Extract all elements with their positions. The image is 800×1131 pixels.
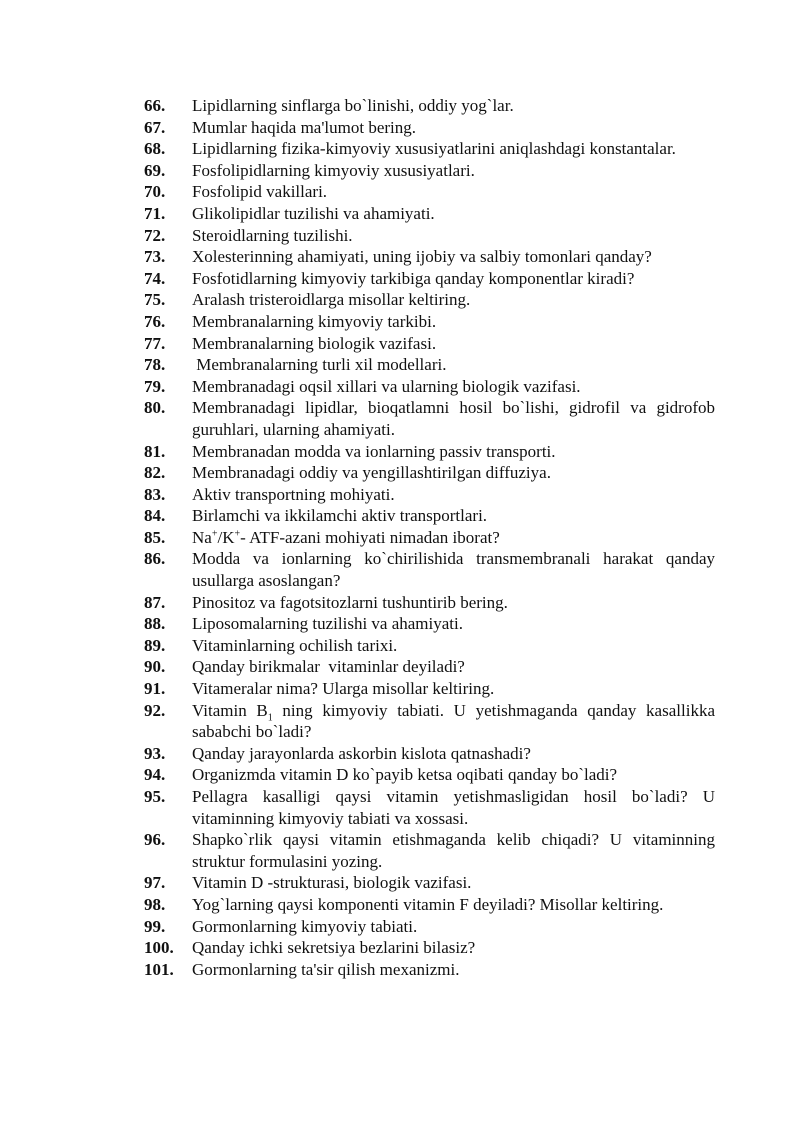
item-number: 99. <box>144 916 166 936</box>
item-number: 95. <box>144 787 166 806</box>
item-number: 68. <box>144 139 166 159</box>
list-item <box>144 613 715 635</box>
list-item <box>144 311 715 333</box>
item-text: Birlamchi va ikkilamchi aktiv transportlari. <box>192 506 488 526</box>
item-text <box>192 527 715 549</box>
item-text: Pellagra kasalligi qaysi vitamin yetishmasligidan hosil bo`ladi? U vitaminning kimyoviy tabiati va xossasi. <box>192 787 715 828</box>
item-number: 89. <box>144 635 166 655</box>
list-item <box>144 462 715 484</box>
item-number: 92. <box>144 700 166 720</box>
item-number: 85. <box>144 527 166 547</box>
superscript: + <box>211 528 218 540</box>
list-item <box>144 441 715 463</box>
text-part: /K <box>217 527 235 547</box>
item-text: Membranalarning kimyoviy tarkibi. <box>192 311 437 331</box>
list-item <box>144 225 715 247</box>
item-number: 98. <box>144 894 166 914</box>
list-item <box>144 333 715 355</box>
item-number: 72. <box>144 225 166 245</box>
list-item <box>144 354 715 376</box>
item-text: Liposomalarning tuzilishi va ahamiyati. <box>192 614 463 634</box>
list-item <box>144 959 715 981</box>
item-number: 101. <box>144 959 174 979</box>
list-item <box>144 894 715 916</box>
item-text: Lipidlarning sinflarga bo`linishi, oddiy yog`lar. <box>192 96 514 115</box>
subscript: 1 <box>267 712 273 724</box>
item-text: Aralash tristeroidlarga misollar keltiring. <box>192 290 471 310</box>
item-text: Membranadagi oqsil xillari va ularning biologik vazifasi. <box>192 376 581 396</box>
list-item <box>144 937 715 959</box>
item-number: 94. <box>144 765 166 785</box>
item-text: Membranalarning turli xil modellari. <box>192 355 447 375</box>
question-list <box>144 95 715 980</box>
item-number: 96. <box>144 830 166 850</box>
item-text: Qanday birikmalar vitaminlar deyiladi? <box>192 657 465 677</box>
item-number: 66. <box>144 96 166 115</box>
list-item <box>144 743 715 765</box>
item-text: Fosfolipidlarning kimyoviy xususiyatlari. <box>192 160 475 180</box>
item-text: Yog`larning qaysi komponenti vitamin F deyiladi? Misollar keltiring. <box>192 894 664 914</box>
item-number: 69. <box>144 160 166 180</box>
list-item <box>144 117 715 139</box>
item-text: Gormonlarning ta'sir qilish mexanizmi. <box>192 959 460 979</box>
list-item <box>144 505 715 527</box>
item-text: Membranalarning biologik vazifasi. <box>192 333 437 353</box>
item-number: 78. <box>144 355 166 375</box>
item-number: 100. <box>144 938 174 958</box>
text-part: - ATF-azani mohiyati nimadan iborat? <box>240 527 500 547</box>
text-part: Na <box>192 527 212 547</box>
list-item <box>144 548 715 591</box>
item-text: Pinositoz va fagotsitozlarni tushuntirib bering. <box>192 592 508 612</box>
item-number: 90. <box>144 657 166 677</box>
list-item <box>144 484 715 506</box>
item-text: Membranadagi oddiy va yengillashtirilgan diffuziya. <box>192 463 551 483</box>
item-number: 77. <box>144 333 166 353</box>
item-text: Vitaminlarning ochilish tarixi. <box>192 635 398 655</box>
item-text: Aktiv transportning mohiyati. <box>192 484 395 504</box>
item-number: 86. <box>144 549 166 569</box>
list-item <box>144 829 715 872</box>
list-item <box>144 160 715 182</box>
item-text: Lipidlarning fizika-kimyoviy xususiyatlarini aniqlashdagi konstantalar. <box>192 139 676 159</box>
superscript: + <box>234 528 241 540</box>
list-item <box>144 397 715 440</box>
list-item <box>144 95 715 117</box>
item-text: Vitameralar nima? Ularga misollar keltiring. <box>192 679 495 699</box>
list-item <box>144 764 715 786</box>
list-item <box>144 786 715 829</box>
list-item <box>144 527 715 549</box>
item-number: 97. <box>144 873 166 893</box>
item-text: Xolesterinning ahamiyati, uning ijobiy va salbiy tomonlari qanday? <box>192 247 652 267</box>
item-text: Membranadan modda va ionlarning passiv transporti. <box>192 441 556 461</box>
list-item <box>144 181 715 203</box>
item-text: Fosfolipid vakillari. <box>192 182 328 202</box>
item-text: Shapko`rlik qaysi vitamin etishmaganda kelib chiqadi? U vitaminning struktur formulasini yozing. <box>192 830 715 871</box>
list-item <box>144 678 715 700</box>
item-number: 84. <box>144 506 166 526</box>
item-number: 71. <box>144 203 166 223</box>
item-text: Qanday jarayonlarda askorbin kislota qatnashadi? <box>192 743 531 763</box>
list-item <box>144 700 715 743</box>
item-number: 74. <box>144 268 166 288</box>
item-number: 82. <box>144 463 166 483</box>
text-part: ning kimyoviy tabiati. U yetishmaganda qanday kasallikka sababchi bo`ladi? <box>192 700 715 742</box>
item-text: Mumlar haqida ma'lumot bering. <box>192 117 417 137</box>
item-number: 67. <box>144 117 166 137</box>
list-item <box>144 872 715 894</box>
item-number: 80. <box>144 398 166 418</box>
item-number: 76. <box>144 311 166 331</box>
list-item <box>144 268 715 290</box>
item-text: Modda va ionlarning ko`chirilishida transmembranali harakat qanday usullarga asoslangan? <box>192 549 715 591</box>
item-text: Qanday ichki sekretsiya bezlarini bilasiz? <box>192 938 476 958</box>
item-number: 91. <box>144 679 166 699</box>
list-item <box>144 376 715 398</box>
item-number: 93. <box>144 743 166 763</box>
list-item <box>144 635 715 657</box>
item-text: Membranadagi lipidlar, bioqatlamni hosil bo`lishi, gidrofil va gidrofob guruhlari, ularning ahamiyati. <box>192 398 715 439</box>
list-item <box>144 656 715 678</box>
text-part: Vitamin B <box>192 700 268 720</box>
item-number: 75. <box>144 290 166 310</box>
item-number: 79. <box>144 376 166 396</box>
item-text: Organizmda vitamin D ko`payib ketsa oqibati qanday bo`ladi? <box>192 765 618 785</box>
item-number: 88. <box>144 614 166 634</box>
item-number: 83. <box>144 484 166 504</box>
item-text <box>192 700 715 743</box>
item-number: 87. <box>144 592 166 612</box>
item-text: Glikolipidlar tuzilishi va ahamiyati. <box>192 203 435 223</box>
item-number: 81. <box>144 441 166 461</box>
item-text: Vitamin D -strukturasi, biologik vazifasi. <box>192 873 472 893</box>
item-text: Steroidlarning tuzilishi. <box>192 225 353 245</box>
list-item <box>144 138 715 160</box>
list-item <box>144 246 715 268</box>
item-number: 73. <box>144 247 166 267</box>
item-number: 70. <box>144 182 166 202</box>
item-text: Gormonlarning kimyoviy tabiati. <box>192 916 418 936</box>
list-item <box>144 289 715 311</box>
item-text: Fosfotidlarning kimyoviy tarkibiga qanday komponentlar kiradi? <box>192 268 635 288</box>
list-item <box>144 592 715 614</box>
list-item <box>144 916 715 938</box>
list-item <box>144 203 715 225</box>
